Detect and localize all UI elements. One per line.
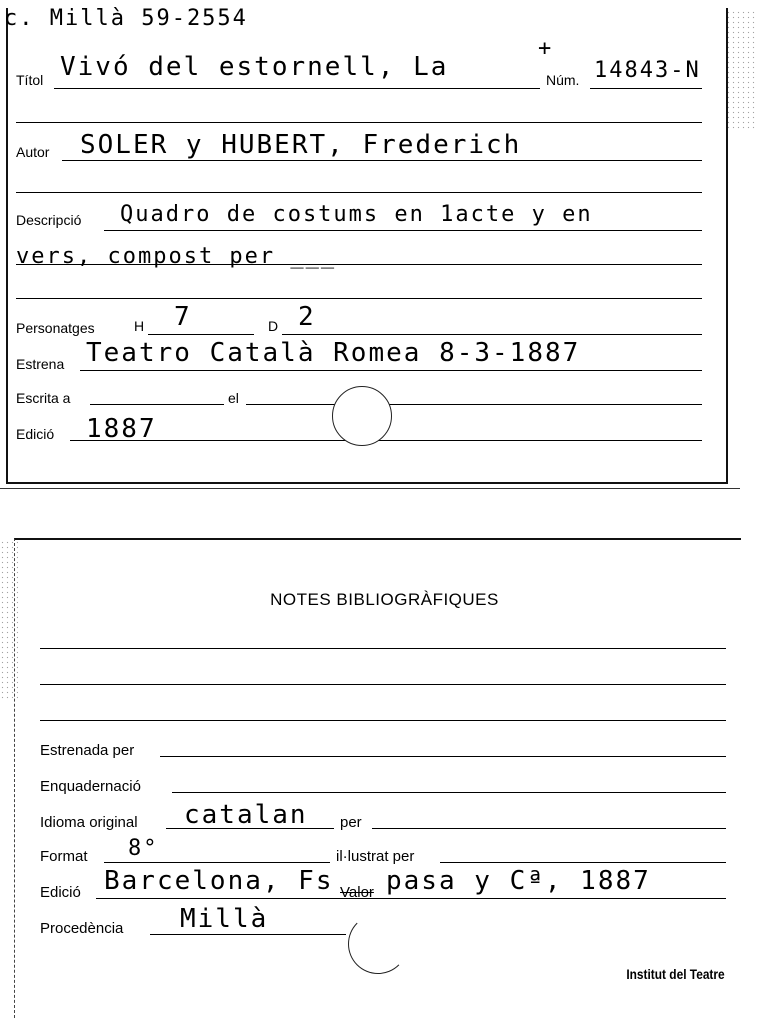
notes-line	[40, 720, 726, 721]
estrenada-line	[160, 756, 726, 757]
descripcio-line-2	[16, 264, 702, 265]
h-value: 7	[174, 302, 192, 332]
h-label: H	[134, 318, 145, 334]
titol-value: Vivó del estornell, La	[60, 52, 449, 82]
procedencia-value: Millà	[180, 904, 269, 934]
idioma-label: Idioma original	[40, 814, 138, 831]
edicio2-value-2: pasa y Cª, 1887	[386, 866, 651, 896]
escrita-line	[90, 404, 224, 405]
idioma-line	[166, 828, 334, 829]
edicio-label: Edició	[16, 426, 55, 442]
punch-hole	[332, 386, 392, 446]
el-line	[246, 404, 702, 405]
edicio2-value: Barcelona, Fs	[104, 866, 334, 896]
blank-line	[16, 192, 702, 193]
ilustrat-label: il·lustrat per	[336, 848, 415, 865]
notes-line	[40, 684, 726, 685]
format-label: Format	[40, 848, 88, 865]
estrenada-label: Estrenada per	[40, 742, 135, 759]
institution-logo-text: Institut del Teatre	[626, 966, 725, 982]
edicio-line	[70, 440, 702, 441]
procedencia-line	[150, 934, 346, 935]
corner-note: c. Millà 59-2554	[4, 6, 248, 31]
card-edge	[0, 488, 740, 489]
personatges-label: Personatges	[16, 320, 95, 336]
d-line	[282, 334, 702, 335]
punch-hole	[348, 914, 408, 974]
edicio2-line	[96, 898, 726, 899]
num-label: Núm.	[546, 72, 580, 88]
titol-line	[54, 88, 540, 89]
estrena-line	[80, 370, 702, 371]
per-line	[372, 828, 726, 829]
estrena-value: Teatro Català Romea 8-3-1887	[86, 338, 581, 368]
descripcio-label: Descripció	[16, 212, 82, 228]
idioma-value: catalan	[184, 800, 308, 830]
enquadernacio-line	[172, 792, 726, 793]
notes-title: NOTES BIBLIOGRÀFIQUES	[270, 590, 499, 609]
descripcio-value-1: Quadro de costums en 1acte y en	[120, 202, 593, 227]
el-label: el	[228, 390, 239, 406]
ilustrat-line	[440, 862, 726, 863]
blank-line	[16, 298, 702, 299]
valor-label: Valor	[340, 884, 374, 901]
cross-mark: +	[538, 36, 554, 61]
format-line	[104, 862, 330, 863]
format-value: 8°	[128, 836, 159, 861]
autor-line	[62, 160, 702, 161]
autor-value: SOLER y HUBERT, Frederich	[80, 130, 522, 160]
scan-noise	[726, 10, 756, 130]
d-label: D	[268, 318, 279, 334]
edicio2-label: Edició	[40, 884, 81, 901]
h-line	[148, 334, 254, 335]
enquadernacio-label: Enquadernació	[40, 778, 141, 795]
edicio-value: 1887	[86, 414, 157, 444]
d-value: 2	[298, 302, 316, 332]
titol-label: Títol	[16, 72, 44, 88]
blank-line	[16, 122, 702, 123]
num-line	[590, 88, 702, 89]
descripcio-value-2: vers, compost per ___	[16, 244, 337, 269]
per-label: per	[340, 814, 362, 831]
scan-noise	[0, 540, 18, 700]
procedencia-label: Procedència	[40, 920, 124, 937]
num-value: 14843-N	[594, 58, 701, 83]
autor-label: Autor	[16, 144, 50, 160]
escrita-label: Escrita a	[16, 390, 71, 406]
estrena-label: Estrena	[16, 356, 65, 372]
descripcio-line-1	[104, 230, 702, 231]
notes-line	[40, 648, 726, 649]
